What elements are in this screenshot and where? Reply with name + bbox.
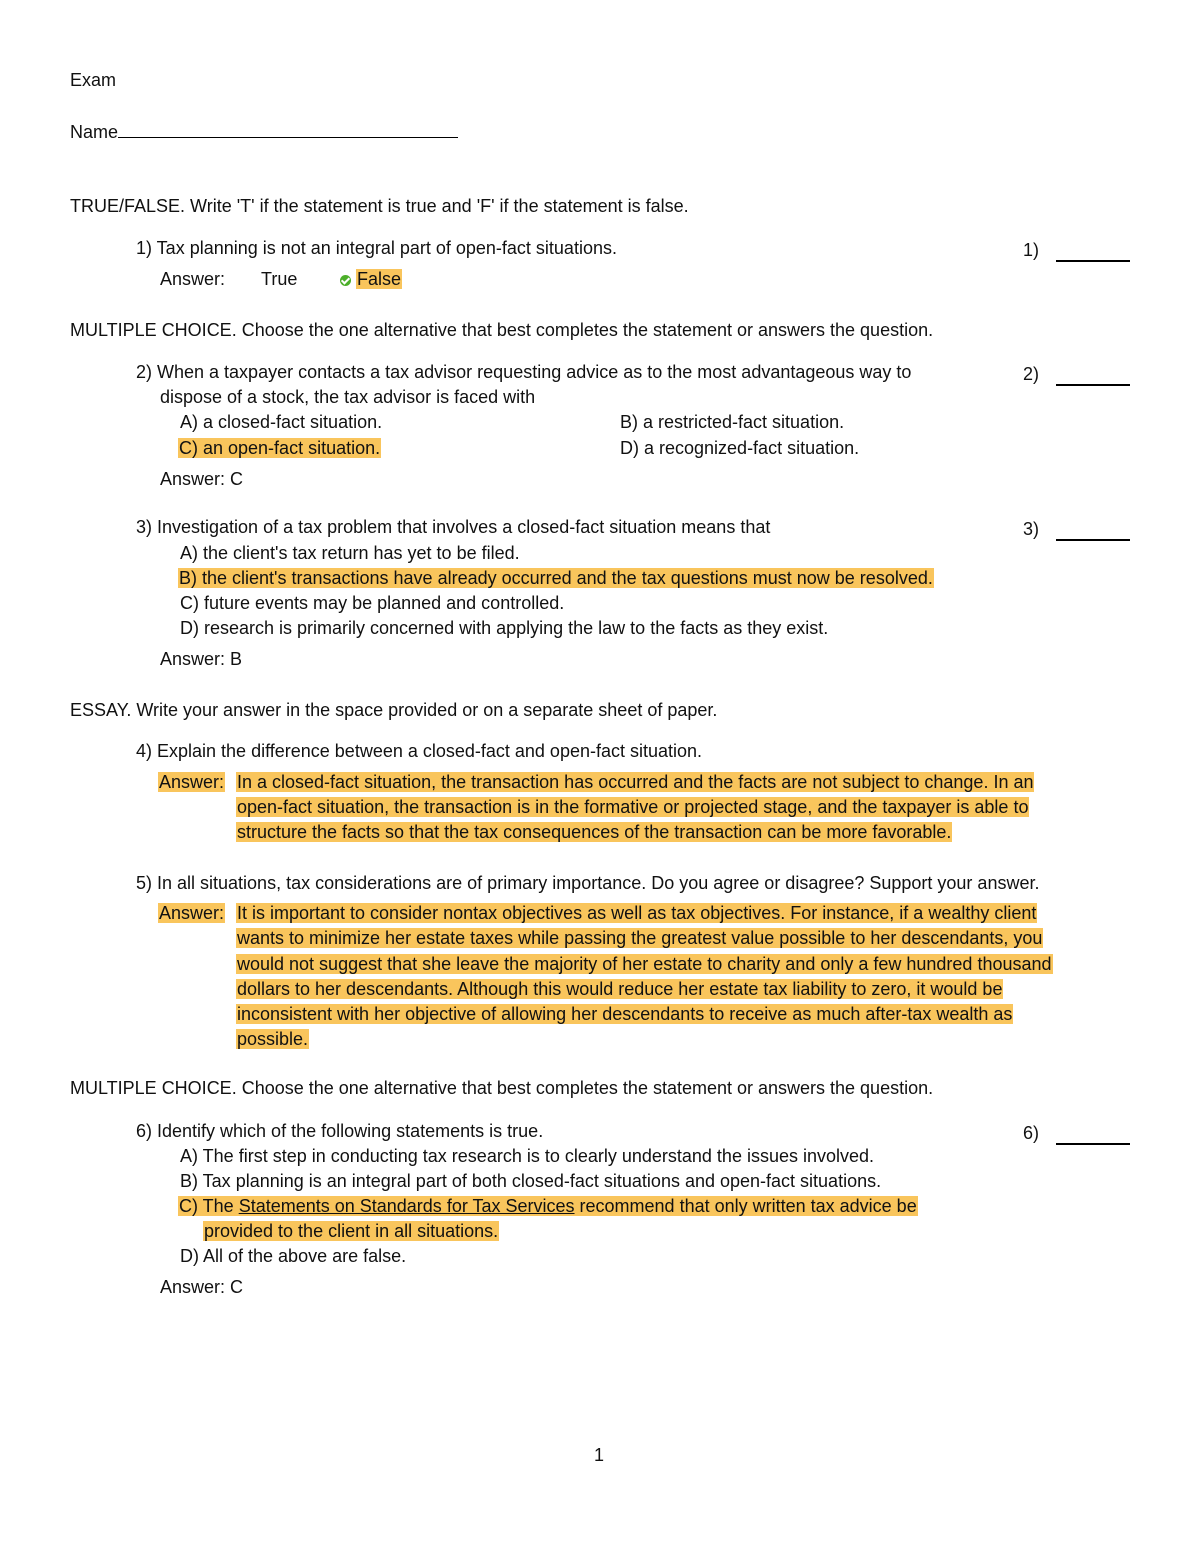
question-2-option-a: A) a closed-fact situation. <box>180 412 383 432</box>
question-6-number: 6) <box>1023 1123 1040 1143</box>
exam-title: Exam <box>70 70 117 90</box>
question-5-answer-line4: dollars to her descendants. Although this would reduce her estate tax liability to zero, it would be <box>237 979 1003 999</box>
essay-section-heading: ESSAY. Write your answer in the space provided or on a separate sheet of paper. <box>70 700 718 720</box>
question-6-answer-blank[interactable] <box>1056 1143 1130 1145</box>
question-6-text: 6) Identify which of the following statements is true. <box>136 1121 544 1141</box>
question-6-option-b: B) Tax planning is an integral part of both closed-fact situations and open-fact situations. <box>180 1171 882 1191</box>
question-3-option-b: B) the client's transactions have already occurred and the tax questions must now be resolved. <box>179 568 933 588</box>
tf-section-heading: TRUE/FALSE. Write 'T' if the statement is true and 'F' if the statement is false. <box>70 196 689 216</box>
question-5-answer-line3: would not suggest that she leave the majority of her estate to charity and only a few hundred thousand <box>237 954 1052 974</box>
question-1-answer-label: Answer: <box>160 269 226 289</box>
question-3-number: 3) <box>1023 519 1040 539</box>
question-2-number: 2) <box>1023 364 1040 384</box>
question-6-option-a: A) The first step in conducting tax research is to clearly understand the issues involved. <box>180 1146 875 1166</box>
question-5-answer-line6: possible. <box>237 1029 309 1049</box>
question-6-option-c: C) The Statements on Standards for Tax Services recommend that only written tax advice be <box>179 1196 917 1216</box>
question-3-answer: Answer: B <box>160 649 243 669</box>
question-2-option-d: D) a recognized-fact situation. <box>620 438 860 458</box>
name-field-row <box>70 119 458 145</box>
question-1-option-false: False <box>357 269 402 289</box>
question-3-answer-blank[interactable] <box>1056 539 1130 541</box>
question-2-answer-blank[interactable] <box>1056 384 1130 386</box>
question-1-answer-blank[interactable] <box>1056 260 1130 262</box>
question-3-text: 3) Investigation of a tax problem that involves a closed-fact situation means that <box>136 517 771 537</box>
page-number: 1 <box>594 1445 605 1465</box>
question-5-answer-line1: It is important to consider nontax objectives as well as tax objectives. For instance, if a wealthy client <box>237 903 1037 923</box>
question-6-option-c-title: Statements on Standards for Tax Services <box>238 1196 575 1216</box>
question-5-answer-label: Answer: <box>159 903 225 923</box>
mc-section-1-heading: MULTIPLE CHOICE. Choose the one alternative that best completes the statement or answers the question. <box>70 320 934 340</box>
question-2-answer: Answer: C <box>160 469 244 489</box>
question-1-number: 1) <box>1023 240 1040 260</box>
question-4-answer-label: Answer: <box>159 772 225 792</box>
question-4-answer-line2: open-fact situation, the transaction is in the formative or projected stage, and the taxpayer is able to <box>237 797 1029 817</box>
question-4-text: 4) Explain the difference between a closed-fact and open-fact situation. <box>136 741 703 761</box>
question-2-text-line2: dispose of a stock, the tax advisor is faced with <box>160 387 536 407</box>
mc-section-2-heading: MULTIPLE CHOICE. Choose the one alternative that best completes the statement or answers the question. <box>70 1078 934 1098</box>
question-1-option-true: True <box>261 269 298 289</box>
question-3-option-d: D) research is primarily concerned with applying the law to the facts as they exist. <box>180 618 829 638</box>
question-2-option-b: B) a restricted-fact situation. <box>620 412 845 432</box>
question-2-text-line1: 2) When a taxpayer contacts a tax advisor requesting advice as to the most advantageous way to <box>136 362 912 382</box>
question-6-option-c-line2: provided to the client in all situations. <box>204 1221 499 1241</box>
name-label: Name <box>70 122 119 142</box>
question-2-option-c: C) an open-fact situation. <box>179 438 381 458</box>
question-5-answer-line2: wants to minimize her estate taxes while passing the greatest value possible to her descendants, you <box>237 928 1043 948</box>
question-6-option-d: D) All of the above are false. <box>180 1246 407 1266</box>
name-blank[interactable] <box>118 119 458 138</box>
question-5-text: 5) In all situations, tax considerations are of primary importance. Do you agree or disagree? Support your answer. <box>136 873 1040 893</box>
check-icon <box>340 275 351 286</box>
question-3-option-c: C) future events may be planned and controlled. <box>180 593 565 613</box>
question-3-option-a: A) the client's tax return has yet to be filed. <box>180 543 520 563</box>
question-4-answer-line3: structure the facts so that the tax consequences of the transaction can be more favorable. <box>237 822 952 842</box>
question-5-answer-line5: inconsistent with her objective of allowing her descendants to receive as much after-tax wealth as <box>237 1004 1013 1024</box>
question-6-answer: Answer: C <box>160 1277 244 1297</box>
question-4-answer-line1: In a closed-fact situation, the transaction has occurred and the facts are not subject to change. In an <box>237 772 1034 792</box>
question-1-text: 1) Tax planning is not an integral part of open-fact situations. <box>136 238 617 258</box>
question-1-correct-row <box>340 267 402 292</box>
